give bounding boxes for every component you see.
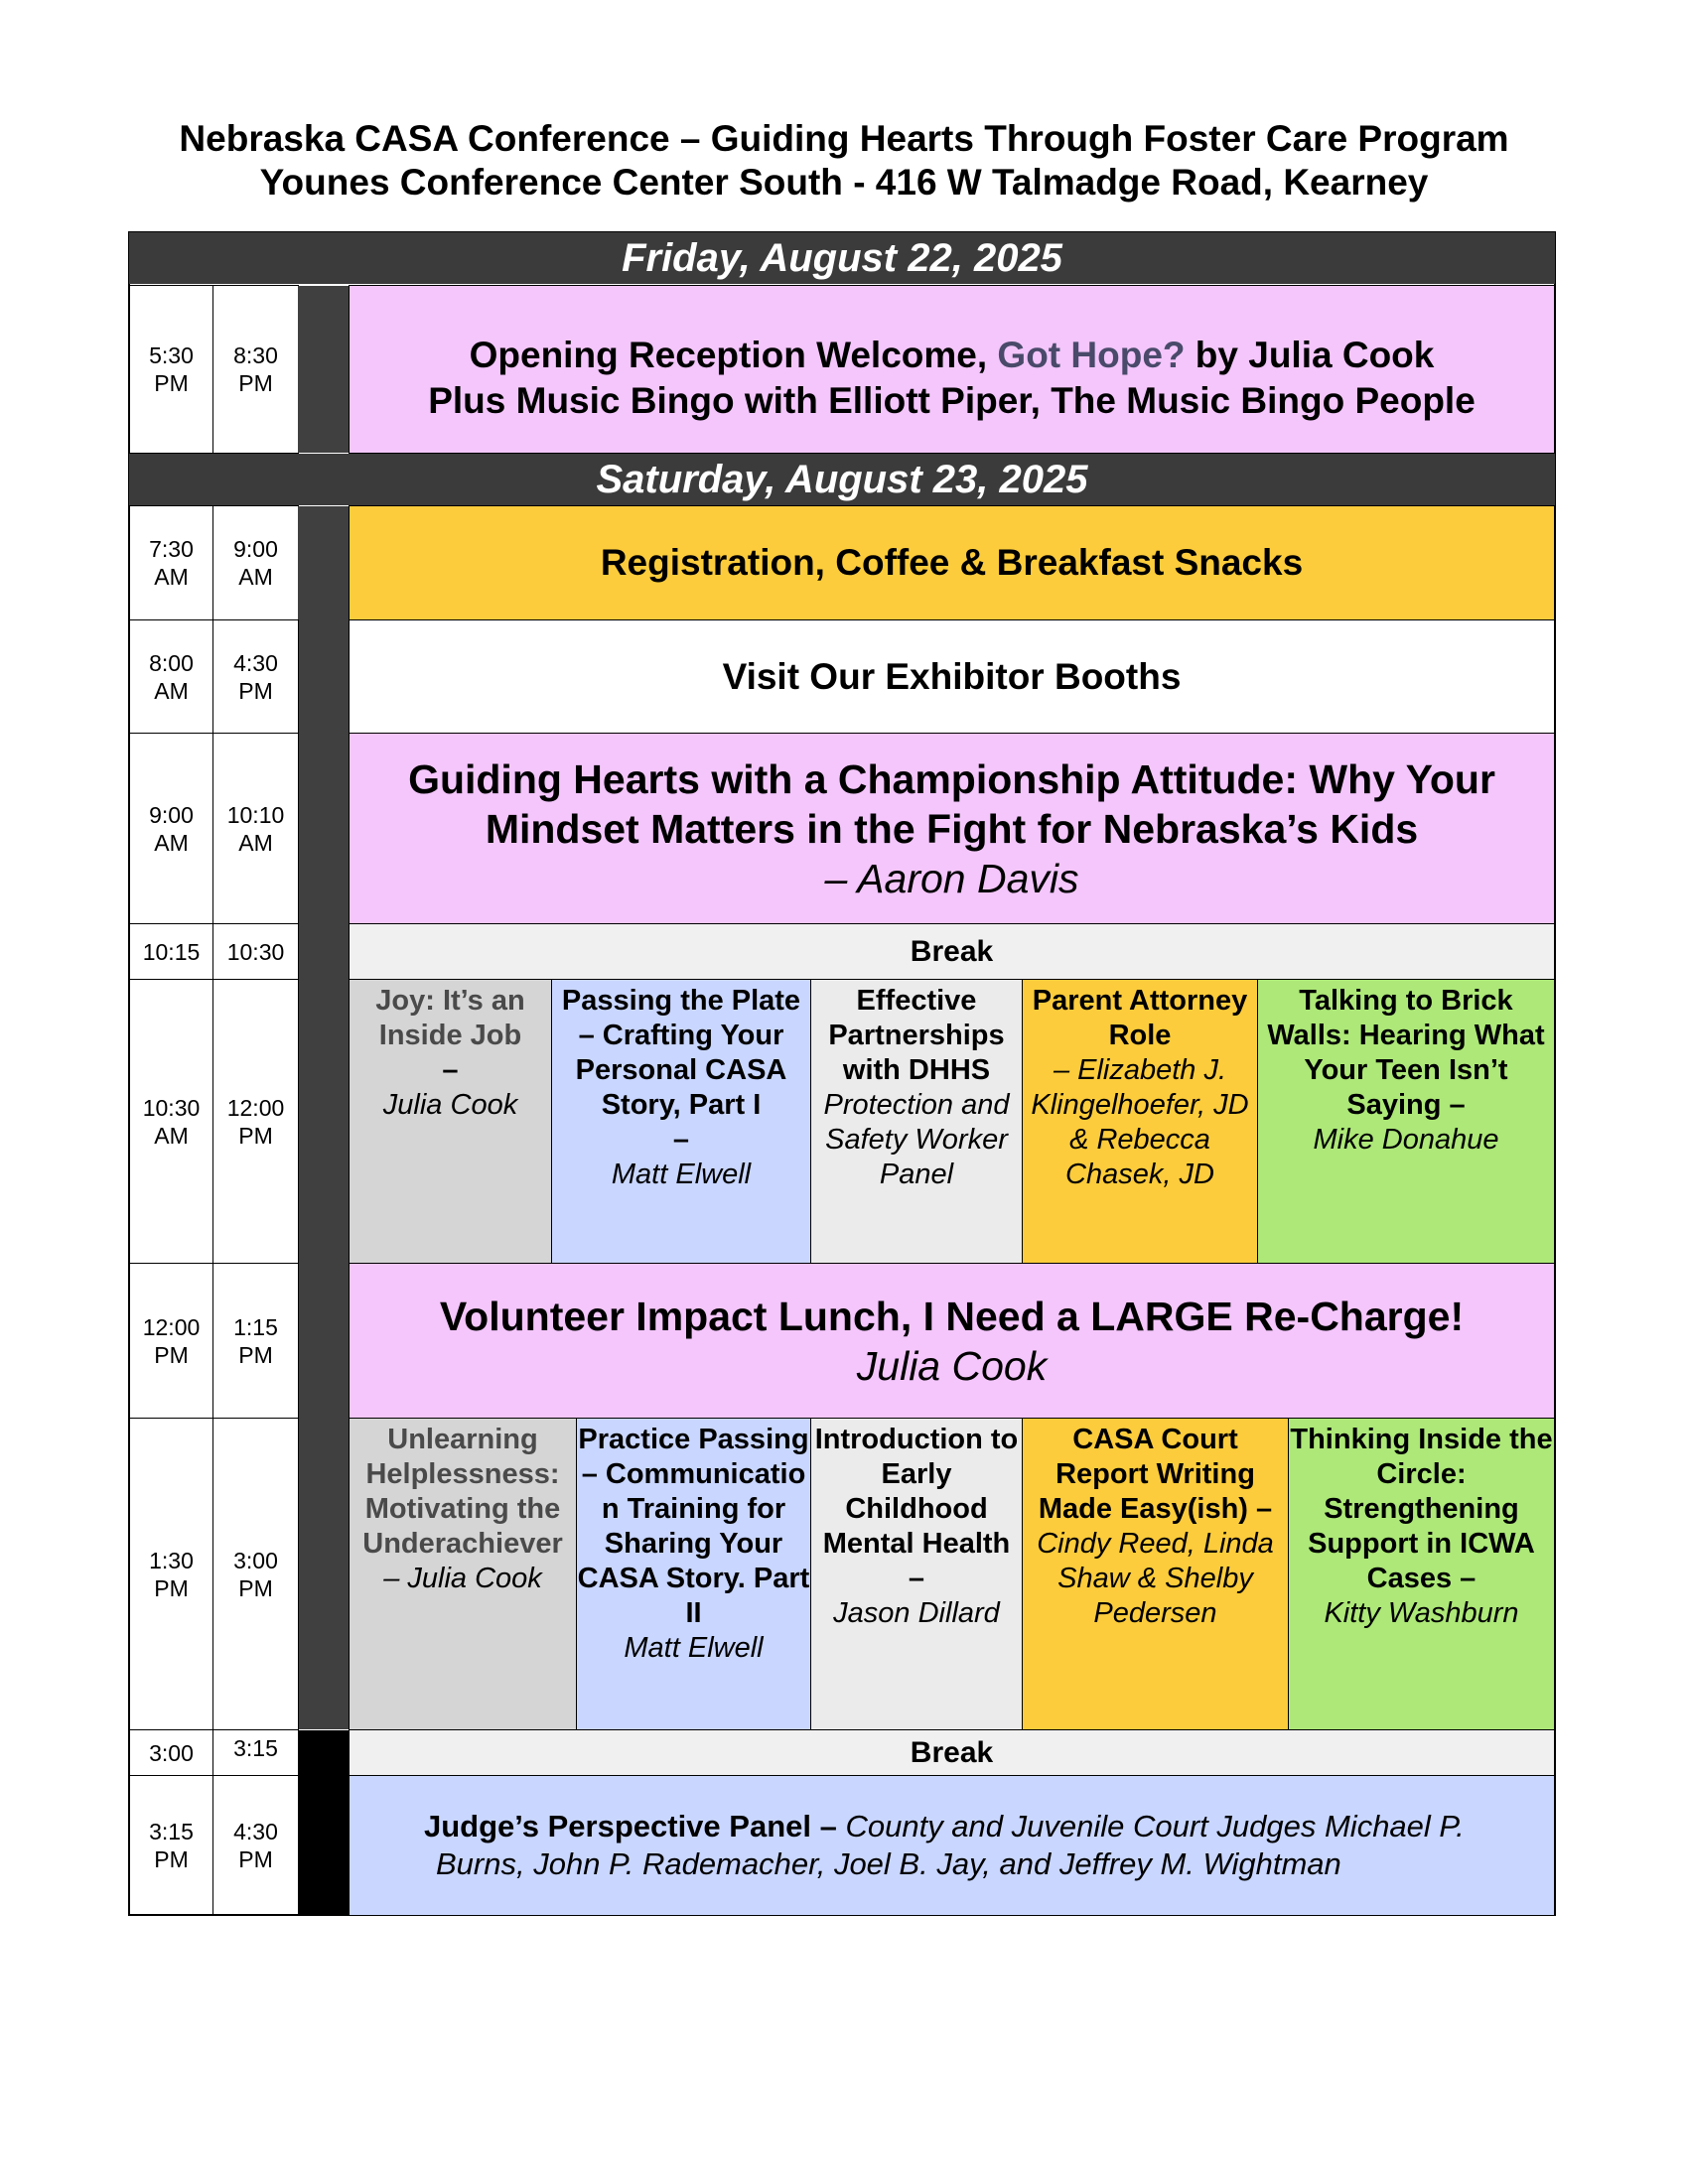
session-speaker: Jason Dillard <box>833 1597 1000 1629</box>
time-period: PM <box>154 1341 189 1368</box>
time-period: PM <box>154 1846 189 1872</box>
session-title: CASA Court Report Writing Made Easy(ish) – <box>1038 1424 1273 1525</box>
panel-line-1 <box>424 1808 1465 1845</box>
keynote-event <box>349 733 1555 924</box>
session-casa-court-report-writing <box>1022 1418 1289 1730</box>
lunch-event <box>349 1263 1555 1419</box>
reception-text: Opening Reception Welcome, <box>469 335 998 375</box>
time-period: AM <box>154 564 189 590</box>
time-value: 8:00 <box>149 649 194 676</box>
end-time <box>212 1263 299 1419</box>
session-dash: – <box>672 1124 690 1156</box>
session-title: Effective Partnerships with DHHS <box>828 985 1005 1086</box>
session-dash: – <box>442 1054 459 1086</box>
time-period: PM <box>238 1846 273 1872</box>
session-joy-inside-job <box>349 979 552 1264</box>
time-value: 10:30 <box>142 1094 201 1121</box>
exhibitor-booths-event: Visit Our Exhibitor Booths <box>349 619 1555 734</box>
time-period: PM <box>154 1574 189 1601</box>
session-speaker: Matt Elwell <box>611 1159 752 1190</box>
gutter-column <box>298 1730 350 1915</box>
time-value: 1:15 <box>233 1313 278 1340</box>
session-title: Parent Attorney Role <box>1032 985 1248 1051</box>
time-period: AM <box>238 564 273 590</box>
panel-title: Judge’s Perspective Panel – <box>424 1809 837 1843</box>
session-effective-partnerships <box>810 979 1023 1264</box>
time-period: AM <box>154 1122 189 1149</box>
time-value: 12:00 <box>226 1094 285 1121</box>
end-time <box>212 733 299 924</box>
session-title: Talking to Brick Walls: Hearing What Your Teen Isn’t Saying – <box>1267 985 1545 1121</box>
reception-line-2: Plus Music Bingo with Elliott Piper, The Music Bingo People <box>428 380 1476 421</box>
session-speaker: – Julia Cook <box>383 1563 542 1594</box>
start-time <box>129 285 213 454</box>
panel-judges-continued: Burns, John P. Rademacher, Joel B. Jay, and Jeffrey M. Wightman <box>436 1846 1341 1881</box>
end-time: 3:15 <box>212 1729 299 1776</box>
venue-line: Younes Conference Center South - 416 W Talmadge Road, Kearney <box>259 162 1429 203</box>
judges-panel-event <box>349 1775 1555 1916</box>
opening-reception-event <box>349 285 1555 454</box>
lunch-speaker: Julia Cook <box>856 1342 1048 1389</box>
time-period: PM <box>238 370 273 396</box>
session-speaker: Julia Cook <box>382 1089 518 1121</box>
time-value: 10:10 <box>226 801 285 828</box>
session-title: Joy: It’s an Inside Job <box>375 985 525 1051</box>
session-speaker: Cindy Reed, Linda Shaw & Shelby Pedersen <box>1037 1528 1274 1629</box>
time-value: 3:00 <box>233 1547 278 1573</box>
panel-judges: County and Juvenile Court Judges Michael P. <box>845 1809 1465 1843</box>
reception-line-1 <box>470 333 1435 378</box>
start-time <box>129 619 213 734</box>
end-time <box>212 505 299 620</box>
day-header-friday: Friday, August 22, 2025 <box>129 232 1555 284</box>
session-speaker: Kitty Washburn <box>1324 1597 1519 1629</box>
start-time <box>129 733 213 924</box>
start-time <box>129 505 213 620</box>
end-time <box>212 1775 299 1916</box>
panel-line-2 <box>424 1845 1341 1883</box>
time-period: PM <box>154 370 189 396</box>
break-label: Break <box>349 923 1555 980</box>
time-period: PM <box>238 1341 273 1368</box>
time-period: PM <box>238 1574 273 1601</box>
registration-event: Registration, Coffee & Breakfast Snacks <box>349 505 1555 620</box>
session-talking-to-brick-walls <box>1257 979 1555 1264</box>
end-time <box>212 619 299 734</box>
time-value: 4:30 <box>233 1819 278 1844</box>
end-time <box>212 1418 299 1730</box>
session-unlearning-helplessness <box>349 1418 577 1730</box>
start-time <box>129 979 213 1264</box>
time-period: PM <box>238 677 273 704</box>
session-practice-passing <box>576 1418 811 1730</box>
session-passing-the-plate <box>551 979 811 1264</box>
start-time <box>129 1418 213 1730</box>
time-period: AM <box>154 677 189 704</box>
time-period: AM <box>238 829 273 856</box>
keynote-title-line-1: Guiding Hearts with a Championship Attitude: Why Your <box>408 755 1495 802</box>
session-title: Passing the Plate – Crafting Your Personal CASA Story, Part I <box>561 985 801 1121</box>
time-value: 9:00 <box>233 536 278 562</box>
session-speaker: Protection and Safety Worker Panel <box>823 1089 1010 1190</box>
session-title: Thinking Inside the Circle: Strengthening Support in ICWA Cases – <box>1290 1424 1553 1594</box>
time-value: 1:30 <box>149 1547 194 1573</box>
time-value: 12:00 <box>142 1313 201 1340</box>
gutter-column <box>298 506 350 1729</box>
session-parent-attorney-role <box>1022 979 1258 1264</box>
start-time <box>129 1775 213 1916</box>
day-header-saturday: Saturday, August 23, 2025 <box>129 454 1555 505</box>
session-thinking-inside-the-circle <box>1288 1418 1555 1730</box>
time-value: 5:30 <box>149 342 194 368</box>
reception-author: by Julia Cook <box>1185 335 1435 375</box>
session-speaker: – Elizabeth J. Klingelhoefer, JD & Rebecca Chasek, JD <box>1031 1054 1249 1190</box>
time-period: PM <box>238 1122 273 1149</box>
session-title: Practice Passing – Communicatio n Training for Sharing Your CASA Story. Part II <box>577 1424 810 1629</box>
session-title: Unlearning Helplessness: Motivating the Underachiever <box>362 1424 563 1560</box>
got-hope-title: Got Hope? <box>997 335 1186 375</box>
time-value: 9:00 <box>149 801 194 828</box>
time-value: 4:30 <box>233 649 278 676</box>
session-title: Introduction to Early Childhood Mental Health – <box>814 1424 1019 1594</box>
lunch-title: Volunteer Impact Lunch, I Need a LARGE Re-Charge! <box>439 1293 1465 1339</box>
gutter-column <box>298 286 350 453</box>
start-time: 3:00 <box>129 1729 213 1776</box>
time-value: 8:30 <box>233 342 278 368</box>
end-time <box>212 979 299 1264</box>
start-time: 10:15 <box>129 923 213 980</box>
time-value: 3:15 <box>149 1819 194 1844</box>
end-time <box>212 285 299 454</box>
session-early-childhood-mental-health <box>810 1418 1023 1730</box>
document-title: Nebraska CASA Conference – Guiding Hearts Through Foster Care Program <box>179 118 1509 159</box>
session-speaker: Matt Elwell <box>624 1632 764 1664</box>
time-value: 7:30 <box>149 536 194 562</box>
session-speaker: Mike Donahue <box>1313 1124 1499 1156</box>
start-time <box>129 1263 213 1419</box>
keynote-title-line-2: Mindset Matters in the Fight for Nebraska’s Kids <box>485 805 1419 852</box>
keynote-speaker: – Aaron Davis <box>824 855 1079 901</box>
time-period: AM <box>154 829 189 856</box>
end-time: 10:30 <box>212 923 299 980</box>
break-label: Break <box>349 1729 1555 1776</box>
